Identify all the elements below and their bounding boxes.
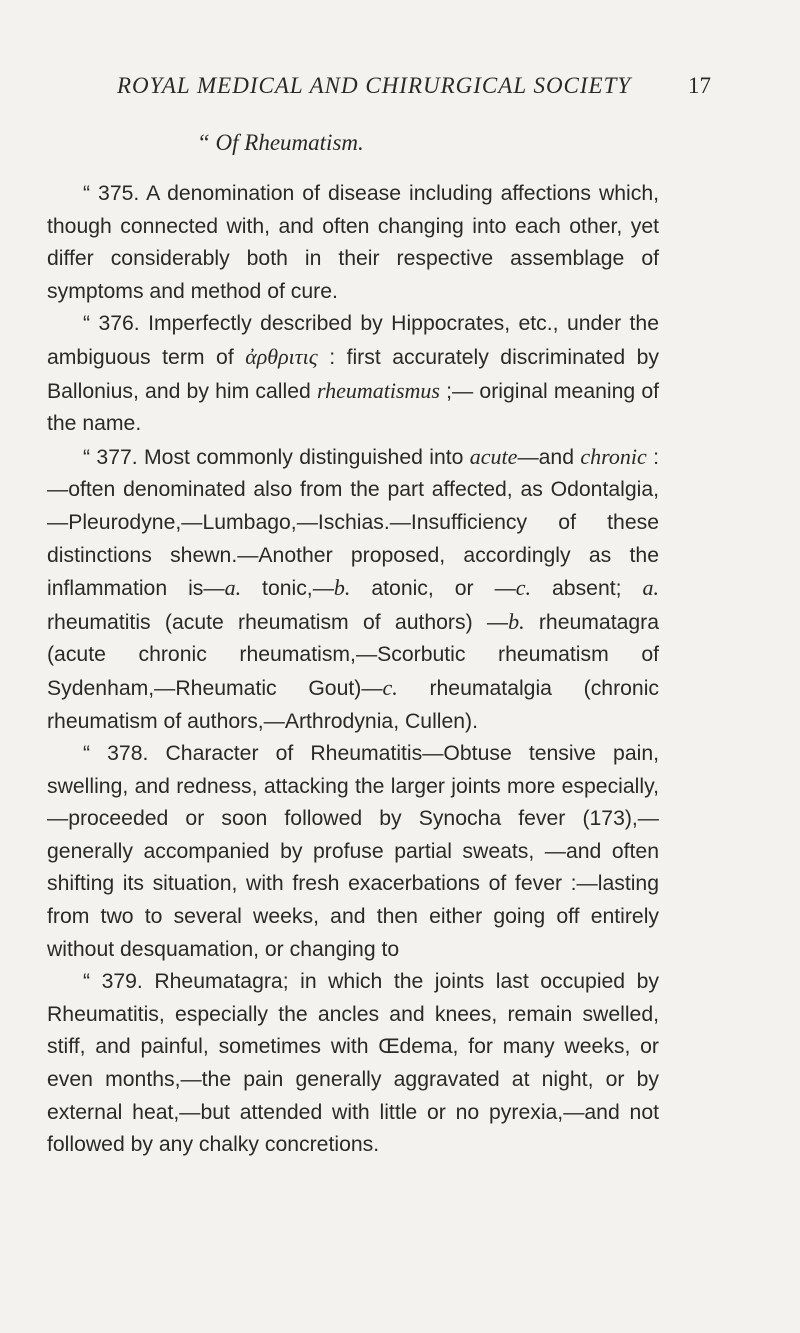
italic-text: c. [382,674,398,700]
paragraph [47,308,659,440]
italic-text: b. [333,575,351,601]
text-run: “ 379. Rheumatagra; in which the joints last occupied by Rheumatitis, especially the ancles and knees, remain swelled, stiff, and painful, sometimes with Œdema, for many weeks, or even months,—the pain generally aggravated at night, or by external heat,—but attended with little or no pyrexia,—and not followed by any chalky concretions. [47,970,659,1157]
text-run: rheumatitis (acute rheumatism of authors) — [47,610,509,634]
paragraph [47,738,659,966]
text-run: rheumatagra (acute chronic rheumatism,—Scorbutic rheumatism of Sydenham,—Rheumatic Gout)— [47,610,659,700]
paragraph [47,966,659,1162]
text-run: : first accurately discriminated by Ballonius, and by him called [47,345,659,403]
text-run: “ 377. Most commonly distinguished into [83,445,470,469]
text-run: rheumatalgia (chronic rheumatism of authors,—Arthrodynia, Cullen). [47,676,660,733]
text-run: tonic,— [241,577,334,601]
running-title: ROYAL MEDICAL AND CHIRURGICAL SOCIETY [117,73,632,98]
paragraph [47,178,659,308]
italic-text: c. [515,575,532,601]
italic-text: a. [642,575,659,601]
italic-text: rheumatismus [316,377,440,403]
text-run: “ 376. Imperfectly described by Hippocrates, etc., under the ambiguous term of [47,312,659,369]
text-run: :—often denominated also from the part affected, as Odontalgia,—Pleurodyne,—Lumbago,—Ischias.—Insufficiency of these distinctions shewn.—Another proposed, accordingly as the inflammation is— [47,445,659,601]
text-run: absent; [531,577,643,601]
text-run: ;— original meaning of the name. [47,379,659,436]
italic-text: chronic [580,443,647,469]
text-run: —and [517,445,581,469]
italic-text: a. [224,575,242,601]
section-heading: “ Of Rheumatism. [197,130,364,155]
paragraph [47,441,659,738]
page-number: 17 [688,73,711,98]
italic-text: b. [508,608,525,634]
running-head [117,73,711,113]
italic-text: acute [469,443,518,469]
text-run: “ 375. A denomination of disease including affections which, though connected with, and often changing into each other, yet differ considerably both in their respective assemblage of symptoms and method of cure. [47,182,659,303]
text-run: atonic, or — [350,577,516,601]
text-run: “ 378. Character of Rheumatitis—Obtuse tensive pain, swelling, and redness, attacking the larger joints more especially,—proceeded or soon followed by Synocha fever (173),—generally accompanied by profuse partial sweats, —and often shifting its situation, with fresh exacerbations of fever :—lasting from two to several weeks, and then either going off entirely without desquamation, or changing to [47,742,659,961]
italic-text: ἀρθριτις [245,343,318,369]
body-text [47,178,659,1162]
